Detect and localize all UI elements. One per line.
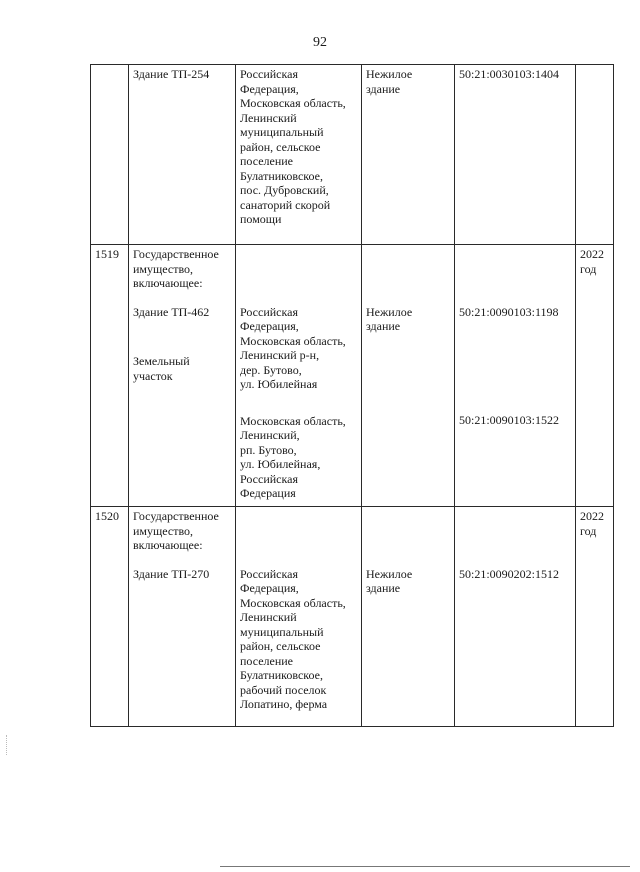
row-number: 1519	[95, 247, 119, 261]
group-title: Государственное имущество, включающее:	[133, 509, 219, 552]
cadastral-number-cell	[455, 245, 576, 507]
property-registry-table	[90, 64, 614, 727]
object-type: Нежилое здание	[366, 304, 413, 333]
object-type: Нежилое здание	[366, 566, 413, 595]
year-cell	[576, 65, 614, 245]
object-name: Здание ТП-254	[133, 67, 210, 81]
table-row	[91, 507, 614, 727]
page-number: 92	[313, 35, 327, 50]
year: 2022 год	[580, 509, 604, 538]
cadastral-number: 50:21:0090202:1512	[459, 566, 560, 581]
address-cell	[236, 507, 362, 727]
object-address: Московская область, Ленинский, рп. Бутово, ул. Юбилейная, Российская Федерация	[240, 413, 346, 500]
row-number-cell	[91, 65, 129, 245]
object-address: Российская Федерация, Московская область, Ленинский р-н, дер. Бутово, ул. Юбилейная	[240, 304, 346, 391]
object-address: Российская Федерация, Московская область, Ленинский муниципальный район, сельское поселение Булатниковское, пос. Дубровский, санаторий скорой помощи	[240, 67, 346, 226]
table-row	[91, 65, 614, 245]
footer-rule	[220, 866, 630, 867]
year-cell	[576, 507, 614, 727]
row-number-cell	[91, 245, 129, 507]
object-name-cell	[129, 65, 236, 245]
group-title: Государственное имущество, включающее:	[133, 247, 219, 290]
object-name-cell	[129, 245, 236, 507]
object-type-cell	[362, 507, 455, 727]
row-number-cell	[91, 507, 129, 727]
address-cell	[236, 65, 362, 245]
object-name-cell	[129, 507, 236, 727]
cadastral-number-cell	[455, 65, 576, 245]
cadastral-number: 50:21:0090103:1522	[459, 412, 560, 427]
table-row	[91, 245, 614, 507]
year: 2022 год	[580, 247, 604, 276]
year-cell	[576, 245, 614, 507]
object-name: Здание ТП-462	[133, 304, 210, 319]
row-number: 1520	[95, 509, 119, 523]
object-name: Здание ТП-270	[133, 566, 210, 581]
object-type-cell	[362, 65, 455, 245]
object-name: Земельный участок	[133, 354, 190, 383]
cadastral-number: 50:21:0030103:1404	[459, 67, 560, 81]
address-cell	[236, 245, 362, 507]
cadastral-number-cell	[455, 507, 576, 727]
object-type: Нежилое здание	[366, 67, 413, 96]
scan-margin-artifact	[6, 735, 9, 755]
object-address: Российская Федерация, Московская область, Ленинский муниципальный район, сельское поселение Булатниковское, рабочий поселок Лопатино, ферма	[240, 566, 346, 711]
cadastral-number: 50:21:0090103:1198	[459, 304, 559, 319]
object-type-cell	[362, 245, 455, 507]
